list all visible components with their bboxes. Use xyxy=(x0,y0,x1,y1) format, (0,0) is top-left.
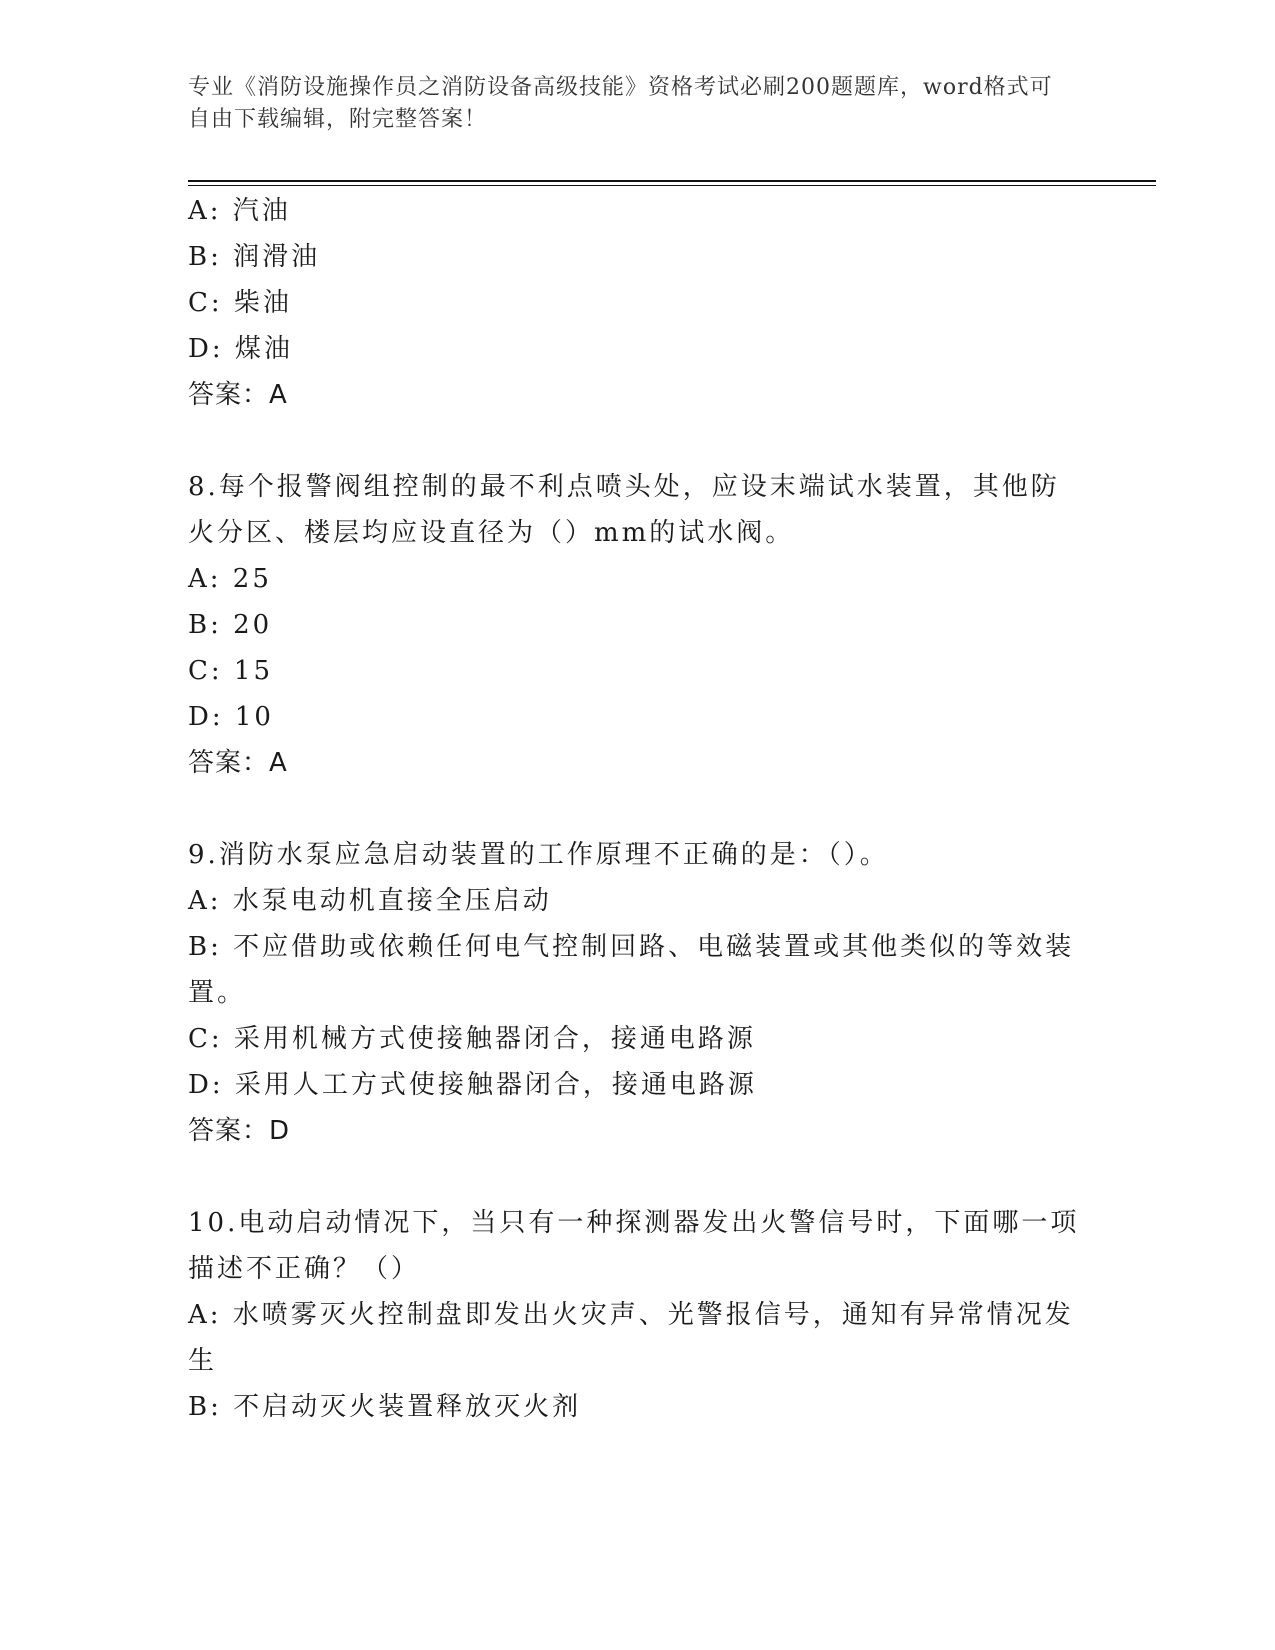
option-b: B: 润滑油 xyxy=(188,242,321,272)
header-divider-thick xyxy=(188,180,1156,182)
option-d: D: 煤油 xyxy=(188,334,293,364)
question-text: 10.电动启动情况下，当只有一种探测器发出火警信号时，下面哪一项描述不正确？（） xyxy=(188,1208,1080,1284)
question-block-9 xyxy=(188,832,1088,1154)
option-c: C: 15 xyxy=(188,656,274,686)
question-block-8 xyxy=(188,464,1088,786)
question-block-10 xyxy=(188,1200,1088,1430)
option-b: B: 20 xyxy=(188,610,273,640)
question-text: 8.每个报警阀组控制的最不利点喷头处，应设末端试水装置，其他防火分区、楼层均应设直径为（）mm的试水阀。 xyxy=(188,472,1060,548)
header-divider-thin xyxy=(188,185,1156,186)
answer-line: 答案：A xyxy=(188,748,288,778)
option-b: B: 不启动灭火装置释放灭火剂 xyxy=(188,1392,582,1422)
option-b: B: 不应借助或依赖任何电气控制回路、电磁装置或其他类似的等效装置。 xyxy=(188,932,1075,1008)
option-a: A: 25 xyxy=(188,564,272,594)
option-c: C: 柴油 xyxy=(188,288,292,318)
option-d: D: 10 xyxy=(188,702,274,732)
question-list xyxy=(188,188,1088,1430)
option-a: A: 汽油 xyxy=(188,196,291,226)
option-a: A: 水喷雾灭火控制盘即发出火灾声、光警报信号，通知有异常情况发生 xyxy=(188,1300,1074,1376)
question-text: 9.消防水泵应急启动装置的工作原理不正确的是：（）。 xyxy=(188,840,889,870)
answer-line: 答案：D xyxy=(188,1116,291,1146)
option-d: D: 采用人工方式使接触器闭合，接通电路源 xyxy=(188,1070,757,1100)
option-c: C: 采用机械方式使接触器闭合，接通电路源 xyxy=(188,1024,756,1054)
option-a: A: 水泵电动机直接全压启动 xyxy=(188,886,552,916)
question-block-7 xyxy=(188,188,1088,418)
answer-line: 答案：A xyxy=(188,380,288,410)
document-header: 专业《消防设施操作员之消防设备高级技能》资格考试必刷200题题库，word格式可自由下载编辑，附完整答案！ xyxy=(188,75,1053,132)
